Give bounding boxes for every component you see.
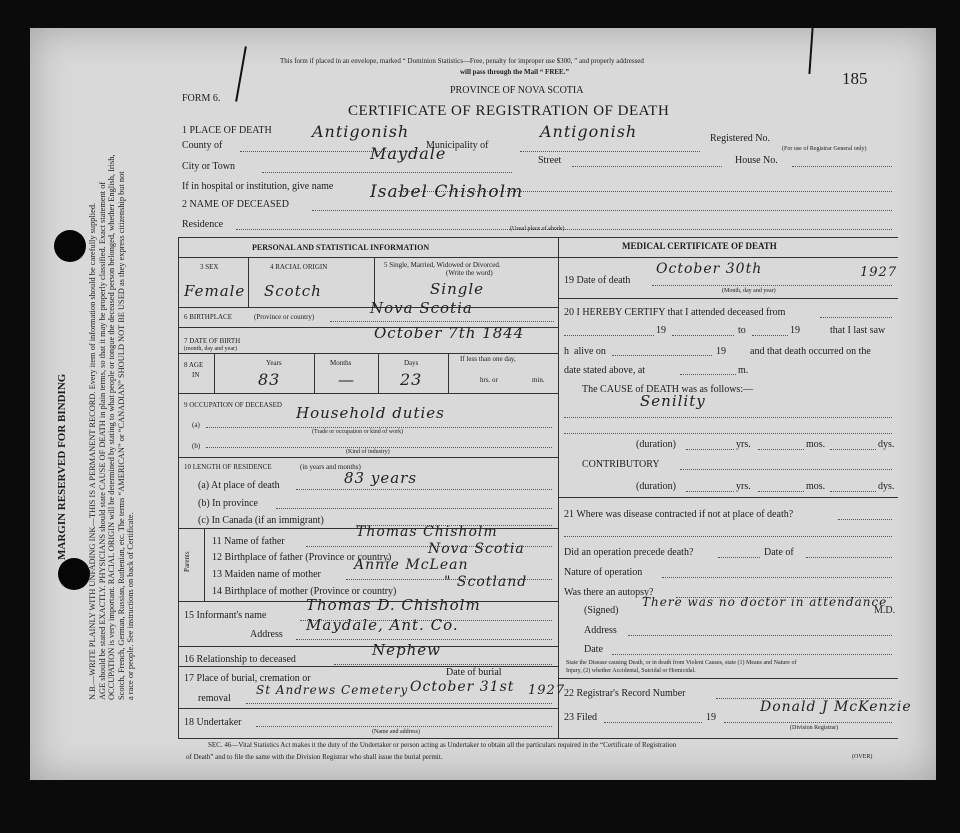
mother-value: Annie McLean bbox=[354, 557, 469, 573]
margin-reserved-label: MARGIN RESERVED FOR BINDING bbox=[56, 373, 68, 560]
county-label: County of bbox=[182, 140, 223, 151]
filed-year-label: 19 bbox=[706, 712, 716, 723]
father-value: Thomas Chisholm bbox=[356, 524, 498, 540]
cause-label: The CAUSE of DEATH was as follows:— bbox=[582, 384, 754, 395]
racial-origin-label: 4 RACIAL ORIGIN bbox=[270, 263, 328, 271]
date-of-death-value: October 30th bbox=[656, 261, 763, 277]
sex-value: Female bbox=[184, 282, 246, 300]
dys-label: dys. bbox=[878, 439, 895, 450]
cause-value: Senility bbox=[640, 392, 706, 410]
duration-label: (duration) bbox=[636, 439, 676, 450]
less-than-day-label: If less than one day, bbox=[460, 355, 516, 363]
place-of-death-label: 1 PLACE OF DEATH bbox=[182, 125, 272, 136]
contributory-dys-label: dys. bbox=[878, 481, 895, 492]
undertaker-note: (Name and address) bbox=[372, 729, 420, 735]
municipality-value: Antigonish bbox=[540, 122, 638, 141]
margin-instruction-line: OCCUPATION is very important. RACIAL ORIGIN will be determined by stating to what people or tongue the deceased person belonged, whether English, Irish, bbox=[107, 154, 117, 700]
date-of-death-label: 19 Date of death bbox=[564, 275, 631, 286]
marital-note: (Write the word) bbox=[446, 269, 493, 277]
father-birthplace-value: Nova Scotia bbox=[428, 541, 525, 557]
deceased-name-value: Isabel Chisholm bbox=[370, 182, 524, 202]
informant-label: 15 Informant's name bbox=[184, 610, 267, 621]
date-of-death-note: (Month, day and year) bbox=[722, 288, 776, 294]
residence-length-label: 10 LENGTH OF RESIDENCE bbox=[184, 463, 272, 471]
undertaker-label: 18 Undertaker bbox=[184, 717, 242, 728]
residence-length-note: (in years and months) bbox=[300, 463, 361, 471]
marital-label: 5 Single, Married, Widowed or Divorced. bbox=[384, 261, 501, 269]
margin-instruction-line: AGE should be stated EXACTLY. PHYSICIANS should state CAUSE OF DEATH in plain terms, so that it may be properly classified. Exact statement of bbox=[97, 181, 107, 700]
years-label: Years bbox=[266, 359, 282, 367]
state-note-line1: State the Disease causing Death, or in death from Violent Causes, state (1) Means and Nature of bbox=[566, 660, 797, 666]
margin-instruction-line: a race or people. See instructions on back of Certificate. bbox=[126, 512, 136, 700]
mother-label: 13 Maiden name of mother bbox=[212, 569, 321, 580]
birthplace-note: (Province or country) bbox=[254, 313, 315, 321]
alive-year-label: 19 bbox=[716, 346, 726, 357]
racial-origin-value: Scotch bbox=[264, 282, 322, 300]
mother-birthplace-value: " Scotland bbox=[444, 574, 528, 590]
age-months-value: — bbox=[338, 370, 355, 389]
medical-heading: MEDICAL CERTIFICATE OF DEATH bbox=[622, 241, 777, 251]
in-province-label: (b) In province bbox=[198, 498, 258, 509]
registered-no-label: Registered No. bbox=[710, 133, 770, 144]
operation-label: Did an operation precede death? bbox=[564, 547, 694, 558]
in-canada-label: (c) In Canada (if an immigrant) bbox=[198, 515, 324, 526]
certificate-title: CERTIFICATE OF REGISTRATION OF DEATH bbox=[348, 103, 670, 119]
burial-year-value: 1927 bbox=[528, 683, 566, 698]
postage-note: This form if placed in an envelope, marked “ Dominion Statistics—Free, penalty for improper use $300, ” and properly addressed bbox=[280, 57, 644, 65]
mother-birthplace-label: 14 Birthplace of mother (Province or country) bbox=[212, 586, 397, 597]
m-label: m. bbox=[738, 365, 749, 376]
to-label: to bbox=[738, 325, 746, 336]
yrs-label: yrs. bbox=[736, 439, 751, 450]
registrar-record-label: 22 Registrar's Record Number bbox=[564, 688, 686, 699]
at-place-label: (a) At place of death bbox=[198, 480, 280, 491]
signed-label: (Signed) bbox=[584, 605, 619, 616]
occupation-note-a: (Trade or occupation or kind of work) bbox=[312, 429, 404, 435]
md-label: M.D. bbox=[874, 605, 896, 616]
province-heading: PROVINCE OF NOVA SCOTIA bbox=[450, 85, 584, 96]
relationship-label: 16 Relationship to deceased bbox=[184, 654, 296, 665]
burial-date-value: October 31st bbox=[410, 679, 515, 695]
informant-address-label: Address bbox=[250, 629, 283, 640]
certify-label: 20 I HEREBY CERTIFY that I attended deceased from bbox=[564, 307, 786, 318]
footer-over: (OVER) bbox=[852, 754, 873, 760]
hrs-label: hrs. or bbox=[480, 376, 498, 384]
filed-label: 23 Filed bbox=[564, 712, 598, 723]
age-days-value: 23 bbox=[400, 370, 423, 389]
margin-instructions bbox=[52, 80, 172, 700]
birthplace-label: 6 BIRTHPLACE bbox=[184, 313, 232, 321]
date-of-label: Date of bbox=[764, 547, 794, 558]
nature-operation-label: Nature of operation bbox=[564, 567, 643, 578]
occupation-b-label: (b) bbox=[192, 442, 201, 450]
division-registrar-note: (Division Registrar) bbox=[790, 725, 839, 731]
informant-value: Thomas D. Chisholm bbox=[306, 596, 481, 614]
postage-note-free: will pass through the Mail “ FREE.” bbox=[460, 68, 569, 76]
h-label: h bbox=[564, 346, 569, 357]
date-of-death-year: 1927 bbox=[860, 265, 898, 280]
registered-no-note: (For use of Registrar General only) bbox=[782, 146, 867, 152]
dob-label: 7 DATE OF BIRTH bbox=[184, 337, 241, 345]
autopsy-label: Was there an autopsy? bbox=[564, 587, 654, 598]
personal-info-heading: PERSONAL AND STATISTICAL INFORMATION bbox=[252, 243, 430, 252]
residence-label: Residence bbox=[182, 219, 224, 230]
contributory-duration-label: (duration) bbox=[636, 481, 676, 492]
parents-label: Parents bbox=[183, 551, 191, 572]
informant-address-value: Maydale, Ant. Co. bbox=[306, 616, 459, 634]
relationship-value: Nephew bbox=[372, 641, 441, 659]
father-birthplace-label: 12 Birthplace of father (Province or country) bbox=[212, 552, 392, 563]
margin-instruction-line: N.B.—WRITE PLAINLY WITH UNFADING INK—THIS IS A PERMANENT RECORD. Every item of information should be carefully supplied. bbox=[88, 202, 97, 700]
mos-label: mos. bbox=[806, 439, 826, 450]
contributory-yrs-label: yrs. bbox=[736, 481, 751, 492]
signed-value: There was no doctor in attendance bbox=[642, 595, 888, 609]
occupation-label: 9 OCCUPATION OF DECEASED bbox=[184, 401, 282, 409]
hospital-label: If in hospital or institution, give name bbox=[182, 181, 334, 192]
city-value: Maydale bbox=[370, 144, 447, 163]
from-year-label: 19 bbox=[656, 325, 666, 336]
burial-place-value: St Andrews Cemetery bbox=[256, 683, 409, 697]
occupation-a-label: (a) bbox=[192, 421, 200, 429]
days-label: Days bbox=[404, 359, 419, 367]
at-place-value: 83 years bbox=[344, 469, 418, 487]
death-occurred-label: and that death occurred on the bbox=[750, 346, 871, 357]
age-years-value: 83 bbox=[258, 370, 281, 389]
margin-instruction-line: Scotch, French, German, Russian, Ruthenian, etc. The terms “AMERICAN” or “CANADIAN” SHOULD NOT BE USED as they express citizenship but not bbox=[116, 171, 126, 700]
deceased-name-label: 2 NAME OF DECEASED bbox=[182, 199, 289, 210]
date-of-burial-label: Date of burial bbox=[446, 667, 502, 678]
registrar-signature: Donald J McKenzie bbox=[760, 699, 912, 715]
form-number: FORM 6. bbox=[182, 93, 221, 104]
residence-note: (Usual place of abode) bbox=[510, 226, 565, 232]
page-number: 185 bbox=[842, 69, 868, 88]
medical-address-label: Address bbox=[584, 625, 617, 636]
house-no-label: House No. bbox=[735, 155, 778, 166]
footer-line2: of Death” and to file the same with the Division Registrar who shall issue the burial permit. bbox=[186, 753, 443, 761]
where-contracted-label: 21 Where was disease contracted if not at place of death? bbox=[564, 509, 794, 520]
age-in-label: IN bbox=[192, 371, 200, 379]
age-label: 8 AGE bbox=[184, 361, 204, 369]
medical-date-label: Date bbox=[584, 644, 603, 655]
contributory-mos-label: mos. bbox=[806, 481, 826, 492]
birthplace-value: Nova Scotia bbox=[370, 299, 473, 317]
father-label: 11 Name of father bbox=[212, 536, 285, 547]
date-stated-label: date stated above, at bbox=[564, 365, 646, 376]
occupation-note-b: (Kind of industry) bbox=[346, 449, 390, 455]
dob-value: October 7th 1844 bbox=[374, 324, 525, 342]
removal-label: removal bbox=[198, 693, 231, 704]
min-label: min. bbox=[532, 376, 545, 384]
city-label: City or Town bbox=[182, 161, 236, 172]
state-note-line2: Injury, (2) whether Accidental, Suicidal or Homicidal. bbox=[566, 668, 696, 674]
county-value: Antigonish bbox=[312, 122, 410, 141]
last-saw-label: that I last saw bbox=[830, 325, 886, 336]
sex-label: 3 SEX bbox=[200, 263, 219, 271]
footer-line1: SEC. 46—Vital Statistics Act makes it the duty of the Undertaker or person acting as Undertaker to obtain all the particulars required in the “Certificate of Registration bbox=[208, 741, 677, 749]
street-label: Street bbox=[538, 155, 562, 166]
municipality-label: Municipality of bbox=[426, 140, 489, 151]
to-year-label: 19 bbox=[790, 325, 800, 336]
burial-label: 17 Place of burial, cremation or bbox=[184, 673, 311, 684]
occupation-value: Household duties bbox=[296, 404, 445, 422]
contributory-label: CONTRIBUTORY bbox=[582, 459, 660, 470]
marital-value: Single bbox=[430, 280, 485, 298]
months-label: Months bbox=[330, 359, 352, 367]
dob-note: (month, day and year) bbox=[184, 346, 237, 352]
alive-on-label: alive on bbox=[574, 346, 606, 357]
